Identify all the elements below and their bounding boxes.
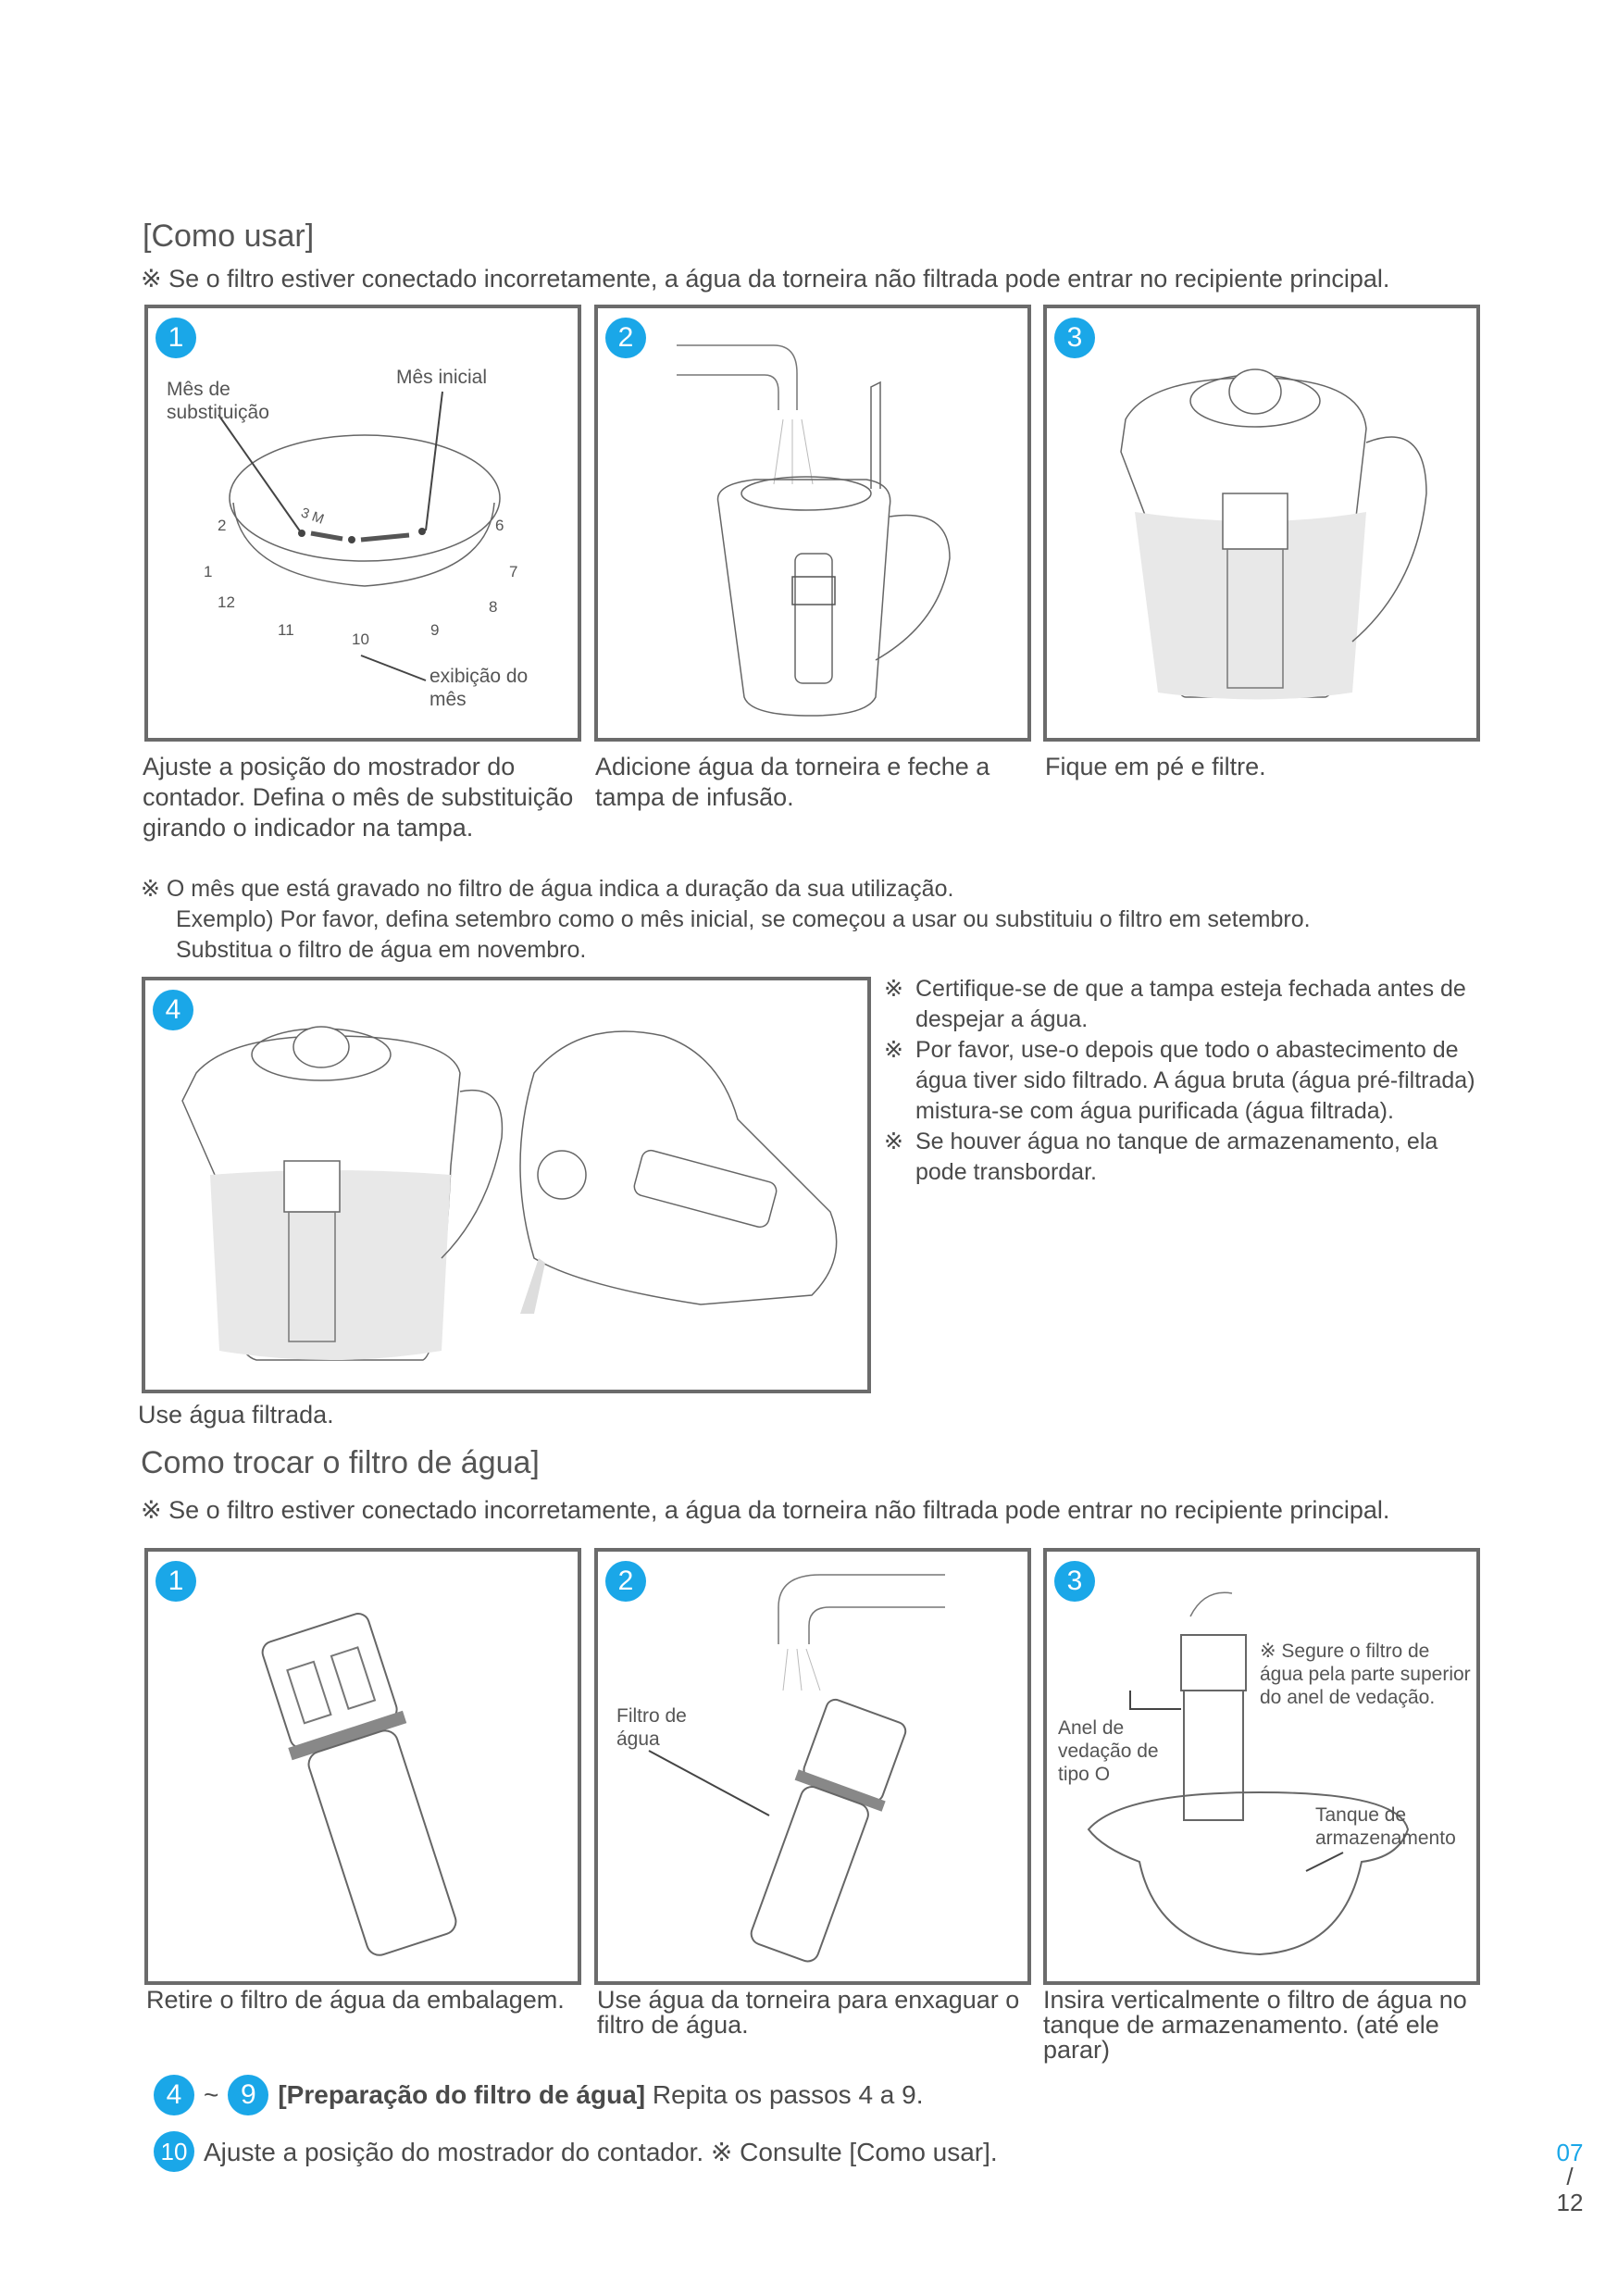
page-current: 07 <box>1556 2139 1584 2166</box>
side-note <box>884 1035 1476 1127</box>
steps-4-9-row <box>154 2075 924 2115</box>
side-notes <box>884 974 1476 1188</box>
label-replacement-month: Mês de substituição <box>167 379 269 423</box>
label-tank: Tanque de armazenamento <box>1315 1804 1456 1849</box>
label-month-display: exibição do mês <box>429 666 529 710</box>
usage-note-3: Substitua o filtro de água em novembro. <box>176 937 587 963</box>
step-2-caption: Adicione água da torneira e feche a tampa de infusão. <box>595 753 990 811</box>
side-note-text: Certifique-se de que a tampa esteja fechada antes de despejar a água. <box>915 976 1466 1032</box>
range-separator: ~ <box>204 2080 219 2109</box>
note-mark: ※ <box>884 976 903 1002</box>
step-4-caption: Use água filtrada. <box>138 1401 334 1429</box>
step-number-badge: 2 <box>605 318 646 358</box>
dial-number: 7 <box>509 563 518 580</box>
replace-step-2-caption: Use água da torneira para enxaguar o filtro de água. <box>597 1986 1020 2039</box>
step-3-caption: Fique em pé e filtre. <box>1045 753 1266 780</box>
side-note <box>884 1127 1476 1188</box>
label-water-filter: Filtro de água <box>616 1705 687 1750</box>
usage-note-2: Exemplo) Por favor, defina setembro como o mês inicial, se começou a usar ou substituiu o filtro em setembro. <box>176 906 1311 932</box>
dial-number: 8 <box>489 598 498 616</box>
dial-number: 12 <box>218 593 235 611</box>
replace-step-1-panel <box>144 1548 581 1985</box>
step-number-badge: 3 <box>1054 1561 1095 1602</box>
step-number-badge: 2 <box>605 1561 646 1602</box>
replace-step-3-caption: Insira verticalmente o filtro de água no tanque de armazenamento. (até ele parar) <box>1043 1986 1467 2064</box>
step-4-panel <box>142 977 871 1393</box>
dial-number: 6 <box>495 517 504 534</box>
side-note <box>884 974 1476 1035</box>
dial-number: 1 <box>204 563 213 580</box>
pitcher-pouring-illustration <box>145 980 867 1390</box>
step-10-text: Ajuste a posição do mostrador do contador. ※ Consulte [Como usar]. <box>204 2137 998 2166</box>
step-1-panel <box>144 305 581 742</box>
step-number-badge: 1 <box>156 1561 196 1602</box>
pitcher-standing-illustration <box>1047 308 1476 738</box>
step-number-badge: 9 <box>228 2075 268 2115</box>
section-title-replace-filter: Como trocar o filtro de água] <box>141 1445 540 1480</box>
dial-number: 10 <box>352 630 369 648</box>
step-number-badge: 1 <box>156 318 196 358</box>
step-number-badge: 4 <box>153 990 193 1030</box>
step-number-badge: 4 <box>154 2075 194 2115</box>
label-hold-note: ※ Segure o filtro de água pela parte superior do anel de vedação. <box>1260 1641 1471 1708</box>
side-note-text: Por favor, use-o depois que todo o abastecimento de água tiver sido filtrado. A água bruta (água pré-filtrada) mistura-se com água purificada (água filtrada). <box>915 1037 1475 1124</box>
step-number-badge: 10 <box>154 2131 194 2172</box>
side-note-text: Se houver água no tanque de armazenamento, ela pode transbordar. <box>915 1129 1438 1185</box>
dial-mark: 3 M <box>298 505 327 528</box>
replace-step-3-panel <box>1043 1548 1480 1985</box>
section-title-how-to-use: [Como usar] <box>143 218 315 254</box>
filter-unboxing-illustration <box>148 1552 578 1981</box>
replace-step-2-panel <box>594 1548 1031 1985</box>
filter-prep-heading: [Preparação do filtro de água] <box>278 2080 646 2109</box>
page-total: 12 <box>1556 2189 1584 2216</box>
step-number-badge: 3 <box>1054 318 1095 358</box>
repeat-steps-text: Repita os passos 4 a 9. <box>645 2080 924 2109</box>
replace-step-1-caption: Retire o filtro de água da embalagem. <box>146 1986 565 2014</box>
step-3-panel <box>1043 305 1480 742</box>
step-1-caption: Ajuste a posição do mostrador do contador. Defina o mês de substituição girando o indicador na tampa. <box>143 753 574 842</box>
label-oring: Anel de vedação de tipo O <box>1058 1717 1159 1785</box>
warning-note: ※ Se o filtro estiver conectado incorretamente, a água da torneira não filtrada pode entrar no recipiente principal. <box>141 1496 1390 1524</box>
filter-rinsing-illustration <box>598 1552 1027 1981</box>
usage-note-1: ※ O mês que está gravado no filtro de água indica a duração da sua utilização. <box>141 876 954 902</box>
step-10-row <box>154 2131 998 2172</box>
dial-number: 9 <box>430 621 440 639</box>
page-separator: / <box>1566 2163 1574 2190</box>
warning-note: ※ Se o filtro estiver conectado incorretamente, a água da torneira não filtrada pode entrar no recipiente principal. <box>141 265 1390 293</box>
pitcher-filling-illustration <box>598 308 1027 738</box>
dial-number: 11 <box>278 621 294 639</box>
label-start-month: Mês inicial <box>396 367 488 388</box>
dial-number: 2 <box>218 517 227 534</box>
step-2-panel <box>594 305 1031 742</box>
note-mark: ※ <box>884 1129 903 1154</box>
note-mark: ※ <box>884 1037 903 1063</box>
